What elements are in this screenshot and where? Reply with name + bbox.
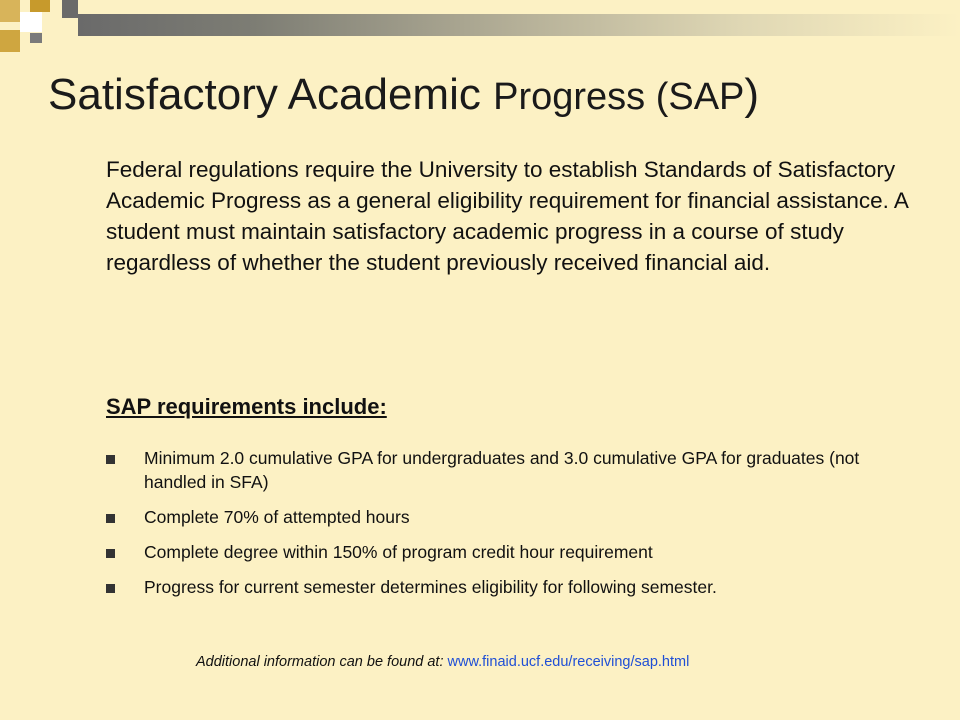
decor-square — [0, 0, 20, 22]
list-item-text: Complete 70% of attempted hours — [144, 507, 410, 527]
decor-square — [0, 30, 20, 52]
list-item — [106, 446, 866, 494]
decor-square — [62, 0, 78, 18]
list-item-text: Progress for current semester determines eligibility for following semester. — [144, 577, 717, 597]
bullet-square-icon — [106, 549, 115, 558]
list-item — [106, 575, 866, 599]
gradient-strip — [78, 14, 960, 36]
intro-paragraph: Federal regulations require the University to establish Standards of Satisfactory Academic Progress as a general eligibility requirement for financial assistance. A student must maintain satisfactory academic progress in a course of study regardless of whether the student previously received financial aid. — [106, 157, 908, 275]
list-item — [106, 505, 866, 529]
bullet-square-icon — [106, 514, 115, 523]
footer-note — [196, 654, 689, 670]
decor-square — [30, 0, 50, 12]
requirements-heading: SAP requirements include: — [106, 394, 387, 419]
bullet-square-icon — [106, 455, 115, 464]
slide-title — [48, 70, 759, 120]
list-item-text: Complete degree within 150% of program credit hour requirement — [144, 542, 653, 562]
decor-square — [20, 12, 42, 32]
decor-square — [30, 33, 42, 43]
title-rest: Progress (SAP — [493, 76, 745, 118]
header-decoration — [0, 0, 960, 56]
title-close: ) — [744, 70, 760, 119]
list-item-text: Minimum 2.0 cumulative GPA for undergraduates and 3.0 cumulative GPA for graduates (not handled in SFA) — [144, 448, 860, 492]
list-item — [106, 540, 866, 564]
title-main: Satisfactory Academic — [48, 70, 481, 119]
sap-info-link[interactable]: www.finaid.ucf.edu/receiving/sap.html — [447, 654, 690, 670]
bullet-square-icon — [106, 584, 115, 593]
requirements-list — [106, 446, 866, 610]
footer-text: Additional information can be found at: — [196, 654, 444, 670]
